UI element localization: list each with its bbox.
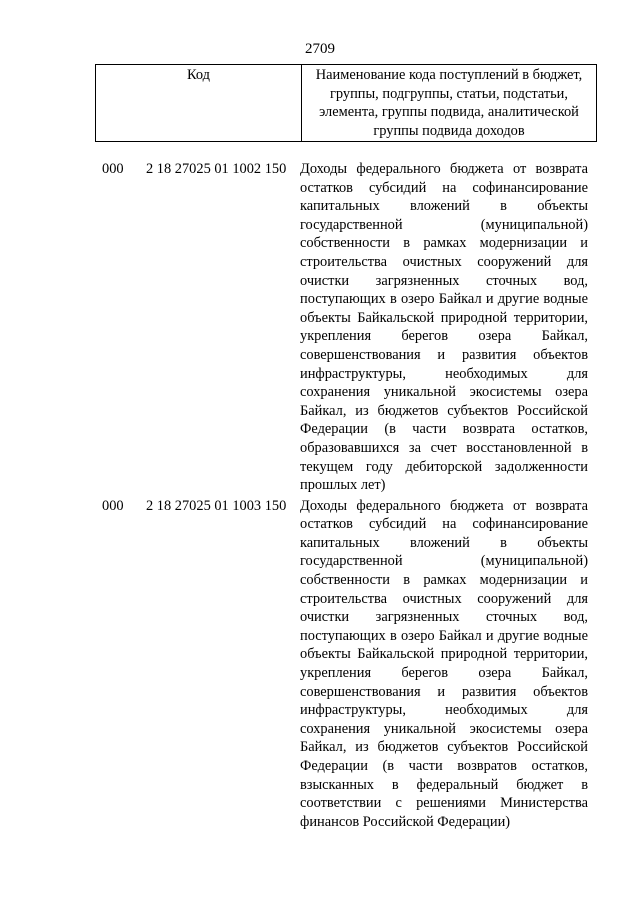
admin-code: 000 xyxy=(102,497,124,514)
table-row xyxy=(0,160,640,495)
income-code: 2 18 27025 01 1003 150 xyxy=(146,497,287,514)
table-header-row xyxy=(96,65,597,142)
column-header-code: Код xyxy=(96,65,302,142)
income-description: Доходы федерального бюджета от возврата остатков субсидий на софинансирование капитальных вложений в объекты государственной (муниципальной) собственности в рамках модернизации и строительства очистных сооружений для очистки загрязненных сточных вод, поступающих в озеро Байкал и другие водные объекты Байкальской природной территории, укрепления берегов озера Байкал, совершенствования и развития объектов инфраструктуры, необходимых для сохранения уникальной экосистемы озера Байкал, из бюджетов субъектов Российской Федерации (в части возврата остатков, образовавшихся за счет восстановленной в текущем году дебиторской задолженности прошлых лет) xyxy=(300,161,588,494)
admin-code: 000 xyxy=(102,161,124,177)
column-header-name: Наименование кода поступлений в бюджет, группы, подгруппы, статьи, подстатьи, элемента, группы подвида, аналитической группы подвида доходов xyxy=(302,65,597,142)
page-number: 2709 xyxy=(305,41,335,57)
table-row xyxy=(0,497,640,832)
table-header xyxy=(95,64,597,142)
table-body xyxy=(0,160,640,831)
income-code: 2 18 27025 01 1002 150 xyxy=(146,161,287,177)
income-description: Доходы федерального бюджета от возврата остатков субсидий на софинансирование капитальных вложений в объекты государственной (муниципальной) собственности в рамках модернизации и строительства очистных сооружений для очистки загрязненных сточных вод, поступающих в озеро Байкал и другие водные объекты Байкальской природной территории, укрепления берегов озера Байкал, совершенствования и развития объектов инфраструктуры, необходимых для сохранения уникальной экосистемы озера Байкал, из бюджетов субъектов Российской Федерации (в части возвратов остатков, взысканных в федеральный бюджет в соответствии с решениями Министерства финансов Российской Федерации) xyxy=(300,497,588,830)
